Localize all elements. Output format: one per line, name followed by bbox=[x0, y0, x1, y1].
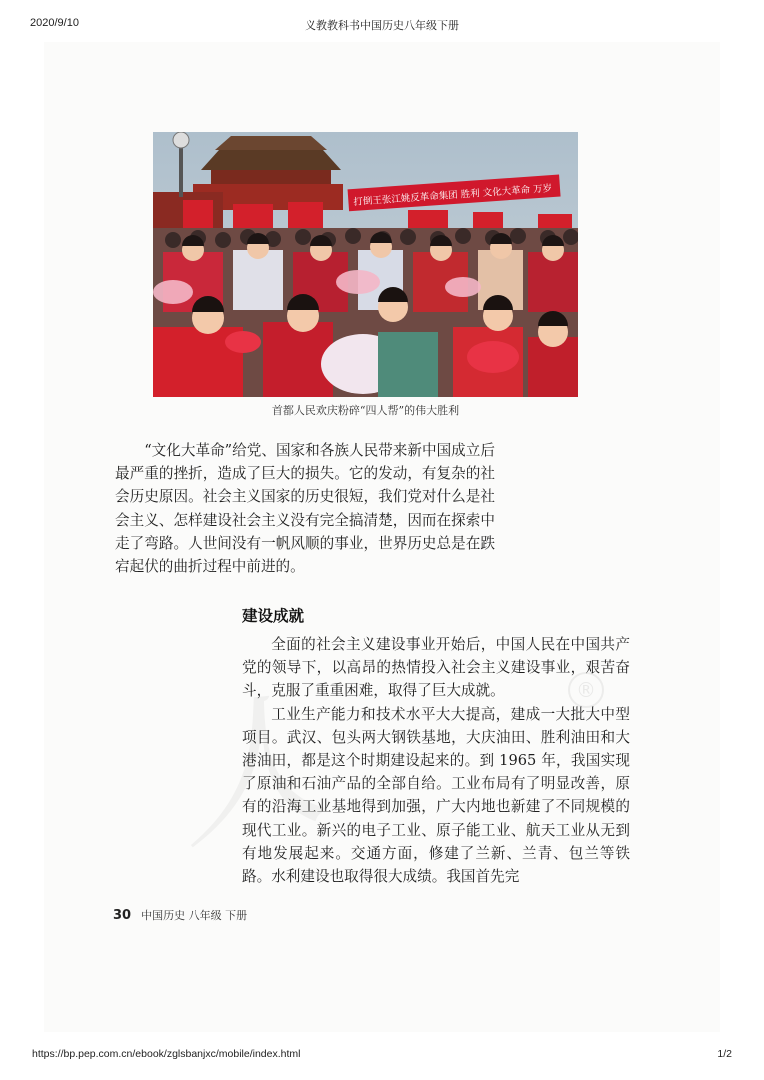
section-paragraph: 全面的社会主义建设事业开始后，中国人民在中国共产党的领导下，以高昂的热情投入社会主义建设事业，艰苦奋斗，克服了重重困难，取得了巨大成就。 bbox=[242, 636, 630, 700]
banner-text: 打倒王张江姚反革命集团 胜利 文化大革命 万岁 bbox=[353, 183, 553, 208]
print-date: 2020/9/10 bbox=[30, 17, 79, 29]
paragraph-cultural-revolution: “文化大革命”给党、国家和各族人民带来新中国成立后最严重的挫折，造成了巨大的损失。它的发动，有复杂的社会历史原因。社会主义国家的历史很短，我们党对什么是社会主义、怎样建设社会主义没有完全搞清楚，因而在探索中走了弯路。人世间没有一帆风顺的事业，世界历史总是在跌宕起伏的曲折过程中前进的。 bbox=[115, 442, 495, 576]
crowd-illustration bbox=[153, 132, 578, 397]
print-header-title: 义教教科书中国历史八年级下册 bbox=[305, 19, 459, 32]
section-paragraph: 工业生产能力和技术水平大大提高，建成一大批大中型项目。武汉、包头两大钢铁基地，大庆油田、胜利油田和大港油田，都是这个时期建设起来的。到 1965 年，我国实现了原油和石油产品的全部自给。工业布局有了明显改善，原有的沿海工业基地得到加强，广大内地也新建了不同规模的现代工业。新兴的电子工业、原子能工业、航天工业从无到有地发展起来。交通方面，修建了兰新、兰青、包兰等铁路。水利建设也取得很大成绩。我国首先完 bbox=[242, 705, 630, 886]
celebration-photo bbox=[153, 132, 578, 397]
print-page-count: 1/2 bbox=[717, 1048, 732, 1060]
book-title: 中国历史 八年级 下册 bbox=[141, 909, 248, 922]
page-number: 30 bbox=[113, 908, 132, 923]
registered-mark-watermark: ® bbox=[568, 672, 604, 708]
section-heading: 建设成就 bbox=[242, 607, 305, 625]
print-url: https://bp.pep.com.cn/ebook/zglsbanjxc/mobile/index.html bbox=[32, 1048, 301, 1060]
photo-caption: 首都人民欢庆粉碎“四人帮”的伟大胜利 bbox=[271, 404, 460, 417]
page-folio bbox=[113, 907, 247, 923]
section-construction-achievements bbox=[242, 606, 630, 888]
